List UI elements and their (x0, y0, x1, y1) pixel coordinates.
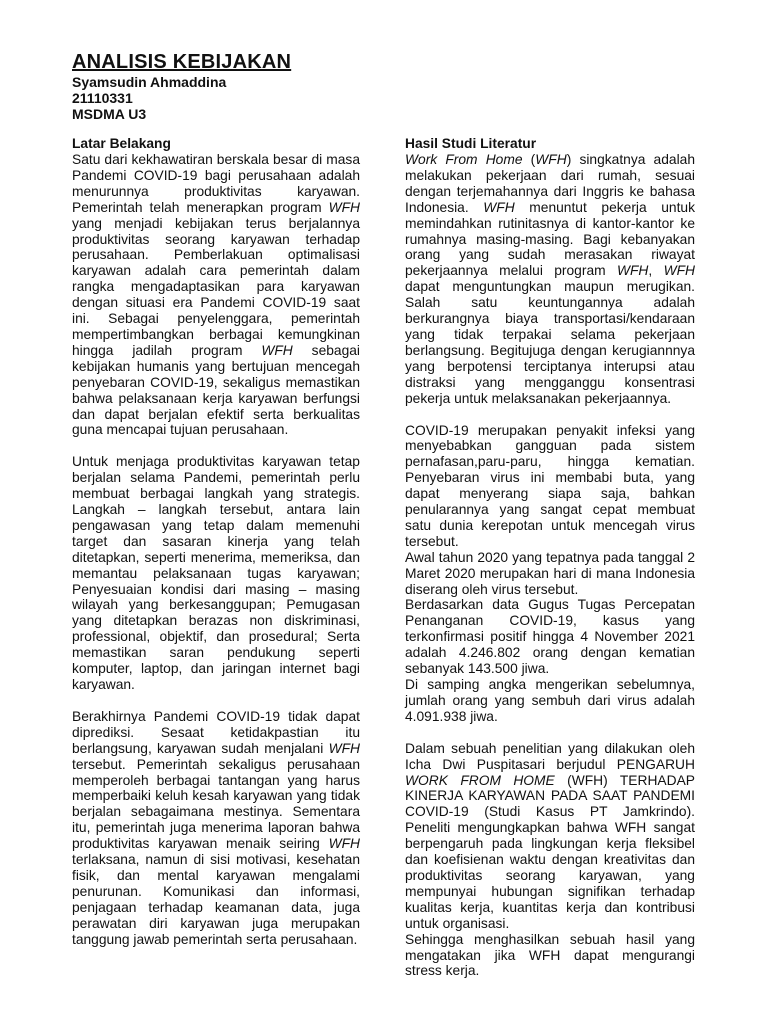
paragraph-text: yang menjadi kebijakan terus berjalannya produktivitas seorang karyawan terhadap perusahaan. Pemberlakuan optimalisasi karyawan adalah cara pemerintah dalam rangka mengadaptasikan para karyawan dengan situasi era Pandemi COVID-19 saat ini. Sebagai penyelenggara, pemerintah mempertimbangkan berbagai kemungkinan hingga jadilah program (72, 215, 360, 358)
italic-text: WFH (328, 199, 360, 215)
author-name: Syamsudin Ahmaddina (72, 74, 227, 90)
paragraph-text: tersebut. Pemerintah sekaligus perusahaan memperoleh berbagai tantangan yang harus memperbaiki keluh kesah karyawan yang tidak berjalan sebagaimana mestinya. Sementara itu, pemerintah juga menerima laporan bahwa produktivitas karyawan menaik seiring (72, 756, 360, 852)
program-name: MSDMA U3 (72, 106, 147, 122)
paragraph-text: dapat menguntungkan maupun merugikan. Salah satu keuntungannya adalah berkurangnya biaya transportasi/kendaraan yang tidak terpakai selama pekerjaan berlangsung. Begitujuga dengan kerugiannnya yang berpotensi terciptanya interupsi atau distraksi yang mengganggu konsentrasi pekerja untuk melaksanakan pekerjaannya. (405, 279, 695, 406)
section-heading-hasil-studi-literatur: Hasil Studi Literatur (405, 136, 537, 151)
paragraph-text: COVID-19 merupakan penyakit infeksi yang menyebabkan gangguan pada sistem pernafasan,paru-paru, hingga kematian. Penyebaran virus ini membabi buta, yang dapat menyerang siapa saja, bahkan penularannya yang sangat cepat membuat satu dunia kerepotan untuk mencegah virus tersebut. (405, 422, 695, 549)
paragraph-text: Berdasarkan data Gugus Tugas Percepatan Penanganan COVID-19, kasus yang terkonfirmasi positif hingga 4 November 2021 adalah 4.246.802 orang dengan kematian sebanyak 143.500 jiwa. (405, 597, 695, 677)
paragraph-text: Sehingga menghasilkan sebuah hasil yang mengatakan jika WFH dapat mengurangi stress kerja. (405, 931, 695, 979)
paragraph-text: (WFH) TERHADAP KINERJA KARYAWAN PADA SAAT PANDEMI COVID-19 (Studi Kasus PT Jamkrindo). Peneliti mengungkapkan bahwa WFH sangat berpengaruh pada lingkungan kerja fleksibel dan koefisienan waktu dengan kreativitas dan produktivitas seorang karyawan, yang mempunyai hubungan signifikan terhadap kualitas kerja, kuantitas kerja dan kontribusi untuk organisasi. (405, 772, 695, 931)
paragraph-text: , (648, 263, 664, 279)
section-heading-latar-belakang: Latar Belakang (72, 136, 171, 151)
italic-text: WFH (328, 740, 360, 756)
paragraph-text: Untuk menjaga produktivitas karyawan tetap berjalan selama Pandemi, pemerintah perlu membuat berbagai langkah yang strategis. Langkah – langkah tersebut, antara lain pengawasan yang tetap dalam memenuhi target dan sasaran kinerja yang telah ditetapkan, seperti menerima, memeriksa, dan memantau pelaksanaan tugas karyawan; Penyesuaian kondisi dari masing – masing wilayah yang berkesanggupan; Pemugasan yang ditetapkan berazas non diskriminasi, professional, objektif, dan prosedural; Serta memastikan saran pendukung seperti komputer, laptop, dan jaringan internet bagi karyawan. (72, 454, 360, 692)
paragraph (72, 152, 360, 438)
paragraph (405, 423, 695, 550)
paragraph (405, 550, 695, 598)
paragraph (72, 454, 360, 693)
italic-text: Work From Home (405, 152, 523, 167)
paragraph-text: menuntut pekerja untuk memindahkan rutinitasnya di kantor-kantor ke rumahnya masing-masing. Bagi kebanyakan orang yang sudah merasakan riwayat pekerjaannya melalui program (405, 199, 695, 279)
left-column (72, 136, 360, 964)
left-column-body (72, 152, 360, 948)
italic-text: WFH (261, 342, 293, 358)
italic-text: WORK FROM HOME (405, 772, 555, 788)
right-column-body (405, 152, 695, 979)
document-title: ANALISIS KEBIJAKAN (72, 51, 292, 73)
paragraph (405, 152, 695, 407)
paragraph-text: Berakhirnya Pandemi COVID-19 tidak dapat diprediksi. Sesaat ketidakpastian itu berlangsung, karyawan sudah menjalani (72, 708, 360, 756)
paragraph-text: ) singkatnya adalah melakukan pekerjaan dari rumah, sesuai dengan terjemahannya dari Inggris ke bahasa Indonesia. (405, 152, 695, 215)
right-column (405, 136, 695, 979)
paragraph (405, 677, 695, 725)
italic-text: WFH (328, 836, 360, 852)
document-header (72, 50, 392, 122)
paragraph (405, 741, 695, 932)
paragraph (405, 597, 695, 677)
paragraph-text: Satu dari kekhawatiran berskala besar di masa Pandemi COVID-19 bagi perusahaan adalah menurunnya produktivitas karyawan. Pemerintah telah menerapkan program (72, 152, 360, 215)
paragraph (405, 932, 695, 980)
italic-text: WFH (483, 199, 515, 215)
paragraph-text: sebagai kebijakan humanis yang bertujuan mencegah penyebaran COVID-19, sekaligus memastikan bahwa pelaksanaan kerja karyawan berfungsi dan dapat berjalan efektif serta berkualitas guna mencapai tujuan perusahaan. (72, 342, 360, 438)
student-id: 21110331 (72, 90, 133, 106)
paragraph-text: Di samping angka mengerikan sebelumnya, jumlah orang yang sembuh dari virus adalah 4.091.938 jiwa. (405, 677, 695, 724)
paragraph-text: Awal tahun 2020 yang tepatnya pada tanggal 2 Maret 2020 merupakan hari di mana Indonesia diserang oleh virus tersebut. (405, 549, 695, 597)
paragraph (72, 709, 360, 948)
paragraph-text: ( (522, 152, 536, 167)
paragraph-text: Dalam sebuah penelitian yang dilakukan oleh Icha Dwi Puspitasari berjudul PENGARUH (405, 740, 695, 772)
italic-text: WFH (616, 263, 649, 279)
paragraph-text: terlaksana, namun di sisi motivasi, kesehatan fisik, dan mental karyawan mengalami penurunan. Komunikasi dan informasi, penjagaan terhadap keamanan data, juga perawatan diri karyawan juga merupakan tanggung jawab pemerintah serta perusahaan. (72, 852, 360, 947)
italic-text: WFH (663, 263, 695, 279)
italic-text: WFH (535, 152, 567, 167)
